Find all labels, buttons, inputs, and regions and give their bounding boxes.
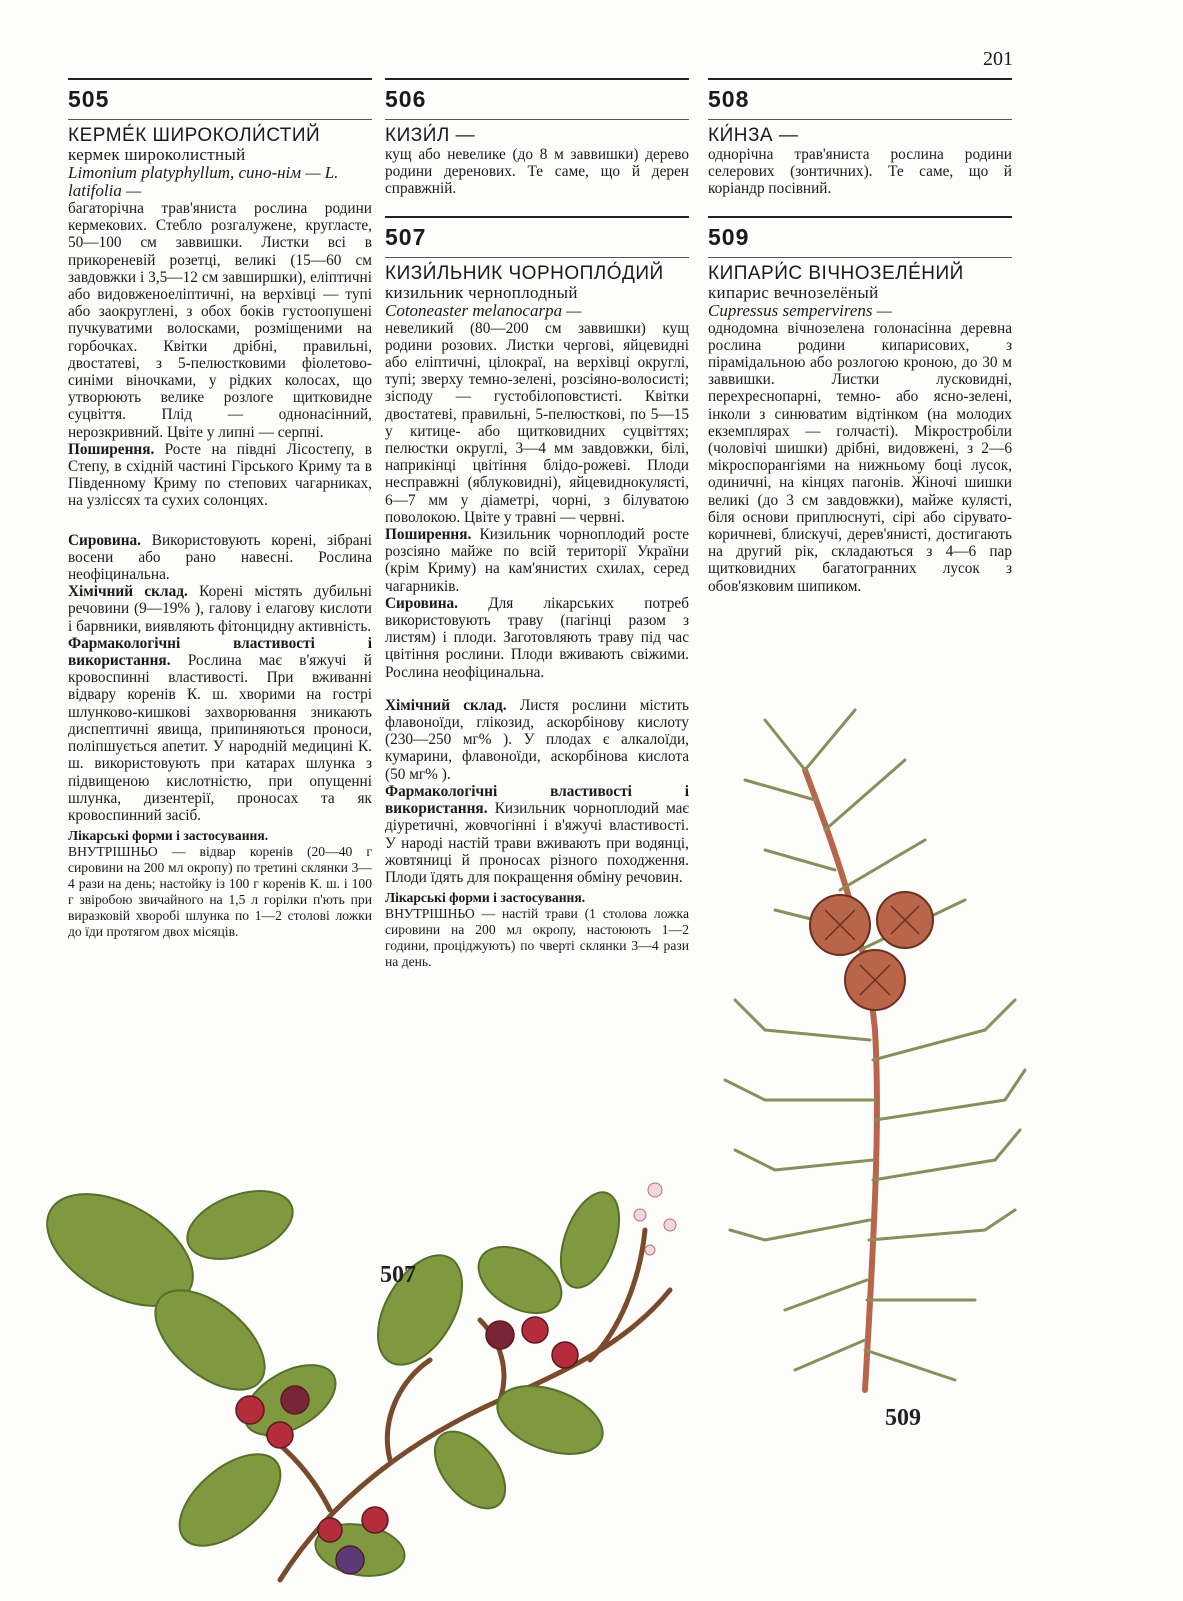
entry-505-chem-text: Корені містять дубильні речовини (9—19% ), галову і елагову кислоти і барвники, виявляють фітонцидну активність. [68, 583, 372, 635]
entry-508-header [708, 78, 1012, 120]
entry-507-pharm [385, 783, 689, 886]
entry-508-description: однорічна трав'яниста рослина родини селерових (зонтичних). Те саме, що й коріандр посівний. [708, 146, 1012, 198]
entry-507-forms [385, 890, 689, 970]
entry-507-description: невеликий (80—200 см заввишки) кущ родини розових. Листки чергові, яйцевидні або еліптичні, цілокраї, на верхівці округлі, тупі; зверху темно-зелені, розсіяно-волосисті; зісподу — густобілоповстисті. Квітки двостатеві, правильні, 5-пелюсткові, по 5—15 у китице- або щитковидних суцвіттях; пелюстки округлі, 3—4 мм завдовжки, білі, наприкінці цвітіння блідо-рожеві. Плоди несправжні (яблуковидні), яйцевиднокулясті, 6—7 мм у діаметрі, чорні, з білуватою поволокою. Цвіте у травні — червні. [385, 319, 689, 526]
page-number: 201 [983, 48, 1013, 70]
entry-506-header [385, 78, 689, 120]
column-3 [708, 78, 1012, 595]
entry-505-pharm-text: Рослина має в'яжучі й кровоспинні властивості. При вживанні відвару коренів К. ш. хворими на гострі шлунково-кишкові захворювання зникають диспептичні явища, припиняються проноси, поліпшується апетит. У народній медицині К. ш. використовують при катарах шлунка з підвищеною кислотністю, при опущенні шлунка, дизентерії, проносах та як кровоспинний засіб. [68, 652, 372, 824]
entry-507-number: 507 [385, 224, 689, 258]
entry-508-title: КИ́НЗА — [708, 125, 799, 146]
entry-509-title: КИПАРИ́С ВІЧНОЗЕЛЕ́НИЙ [708, 262, 964, 284]
entry-507-body [385, 320, 689, 887]
cotoneaster-illustration [30, 1170, 720, 1590]
entry-507-raw [385, 595, 689, 681]
entry-505-pharm-title: Фармакологічні властивості і використання. [68, 634, 372, 670]
entry-507-chem [385, 697, 689, 783]
entry-509-latin: Cupressus sempervirens — [708, 300, 892, 320]
entry-507-spread-text: Кизильник чорноплодий росте розсіяно майже по всій території України (крім Криму) на кам'янистих схилах, серед чагарників. [385, 526, 689, 595]
entry-505-raw-text: Використовують корені, зібрані восени або рано навесні. Рослина неофіцинальна. [68, 531, 372, 584]
cotoneaster-flowers [634, 1183, 676, 1255]
entry-505-description: багаторічна трав'яниста рослина родини кермекових. Стебло розгалужене, кругласте, 50—100 см заввишки. Листки всі в прикореневій розетці, великі (15—60 см завдовжки і 3,5—12 см завширшки), еліптичні або видовженоеліптичні, на верхівці — тупі або заокруглені, з обох боків густоопушені пучкуватими волосками, розміщеними на горбочках. Квітки дрібні, правильні, двостатеві, з 5-пелюстковими фіолетово-синіми віночками, у рідких колосах, що утворюють велике розлоге щитковидне суцвіття. Плід — однонасінний, нерозкривний. Цвіте у липні — серпні. [68, 200, 372, 441]
entry-509-number: 509 [708, 224, 1012, 258]
entry-507-latin: Cotoneaster melanocarpa — [385, 300, 582, 320]
entry-505-forms-title: Лікарські форми і застосування. [68, 828, 269, 844]
entry-505-forms [68, 828, 372, 940]
entry-507-raw-title: Сировина. [385, 594, 458, 612]
entry-505-latin: Limonium platyphyllum, сино-нім — L. latifolia — [68, 163, 339, 200]
cypress-illustration [705, 700, 1035, 1400]
entry-507-title-ru: кизильник черноплодный [385, 282, 578, 302]
entry-507-forms-title: Лікарські форми і застосування. [385, 890, 586, 906]
entry-505-pharm [68, 635, 372, 824]
figure-509-label: 509 [885, 1405, 921, 1431]
entry-505-spread [68, 441, 372, 510]
entry-506-number: 506 [385, 86, 689, 120]
figure-507-label: 507 [380, 1262, 416, 1288]
entry-507-raw-text: Для лікарських потреб використовують траву (пагінці разом з листям) і плоди. Заготовляють траву під час цвітіння рослини. Плоди вживають свіжими. Рослина неофіцинальна. [385, 594, 689, 681]
entry-505-title: КЕРМЕ́К ШИРОКОЛИ́СТИЙ [68, 125, 321, 146]
entry-505-body [68, 200, 372, 824]
entry-509-title-ru: кипарис вечнозелёный [708, 282, 879, 302]
entry-505-raw [68, 532, 372, 584]
entry-507-forms-text: ВНУТРІШНЬО — настій трави (1 столова ложка сировини на 200 мл окропу, настоюють 1—2 години, проціджують) по чверті склянки 3—4 рази на день. [385, 906, 689, 970]
entry-505-number: 505 [68, 86, 372, 120]
entry-505-spread-text: Росте на півдні Лісостепу, в Степу, в східній частині Гірського Криму та в Південному Криму по степових чагарниках, на узліссях та сухих солонцях. [68, 440, 373, 510]
entry-507-spread [385, 526, 689, 595]
entry-505-raw-title: Сировина. [68, 531, 141, 549]
entry-505-header [68, 78, 372, 120]
entry-506-title: КИЗИ́Л — [385, 125, 476, 146]
entry-509-description: однодомна вічнозелена голонасінна деревна рослина родини кипарисових, з пірамідальною або розлогою кроною, до 30 м заввишки. Листки лусковидні, перехреснопарні, темно- або ясно-зелені, інколи з синюватим відтінком (на молодих екземплярах — голчасті). Мікростробіли (чоловічі шишки) дрібні, видовжені, з 2—6 мікроспорангіями на нижньому боці лусок, одиничні, на кінцях пагонів. Жіночі шишки великі (до 3 см завдовжки), майже кулясті, біля основи приплюснуті, сірі або сірувато-коричневі, блискучі, дерев'янисті, достигають на другий рік, складаються з 4—6 пар щитковидних багатогранних лусок з обов'язковим шипиком. [708, 319, 1012, 595]
entry-505-spread-title: Поширення. [68, 440, 155, 458]
entry-505-forms-text: ВНУТРІШНЬО — відвар коренів (20—40 г сировини на 200 мл окропу) по третині склянки 3—4 рази на день; настойку із 100 г коренів К. ш. і 100 г звіробою звичайного на 1,5 л горілки п'ють при виразковій хворобі шлунка по 1—2 столові ложки до їди протягом двох місяців. [68, 844, 372, 940]
entry-507-title: КИЗИ́ЛЬНИК ЧОРНОПЛО́ДИЙ [385, 262, 664, 284]
column-1 [68, 78, 372, 940]
entry-507-spread-title: Поширення. [385, 526, 472, 544]
entry-507-pharm-title: Фармакологічні властивості і використання. [385, 782, 689, 818]
entry-505-chem-title: Хімічний склад. [68, 583, 188, 601]
entry-506-description: кущ або невелике (до 8 м заввишки) дерево родини деренових. Те саме, що й дерен справжній. [385, 146, 689, 198]
entry-505-chem [68, 583, 372, 635]
entry-507-header [385, 216, 689, 258]
entry-509-header [708, 216, 1012, 258]
entry-508-number: 508 [708, 86, 1012, 120]
column-2 [385, 78, 689, 970]
entry-507-chem-text: Листя рослини містить флавоноїди, глікозид, аскорбінову кислоту (230—250 мг% ). У плодах є алкалоїди, кумарини, флавоноїди, аскорбінова кислота (50 мг% ). [385, 696, 689, 783]
entry-507-chem-title: Хімічний склад. [385, 696, 507, 714]
entry-507-pharm-text: Кизильник чорноплодий має діуретичні, жовчогінні і в'яжучі властивості. У народі настій трави вживають при водянці, жовтяниці й проносах різного походження. Плоди їдять для покращення обміну речовин. [385, 800, 689, 886]
entry-505-title-ru: кермек широколистный [68, 145, 246, 164]
